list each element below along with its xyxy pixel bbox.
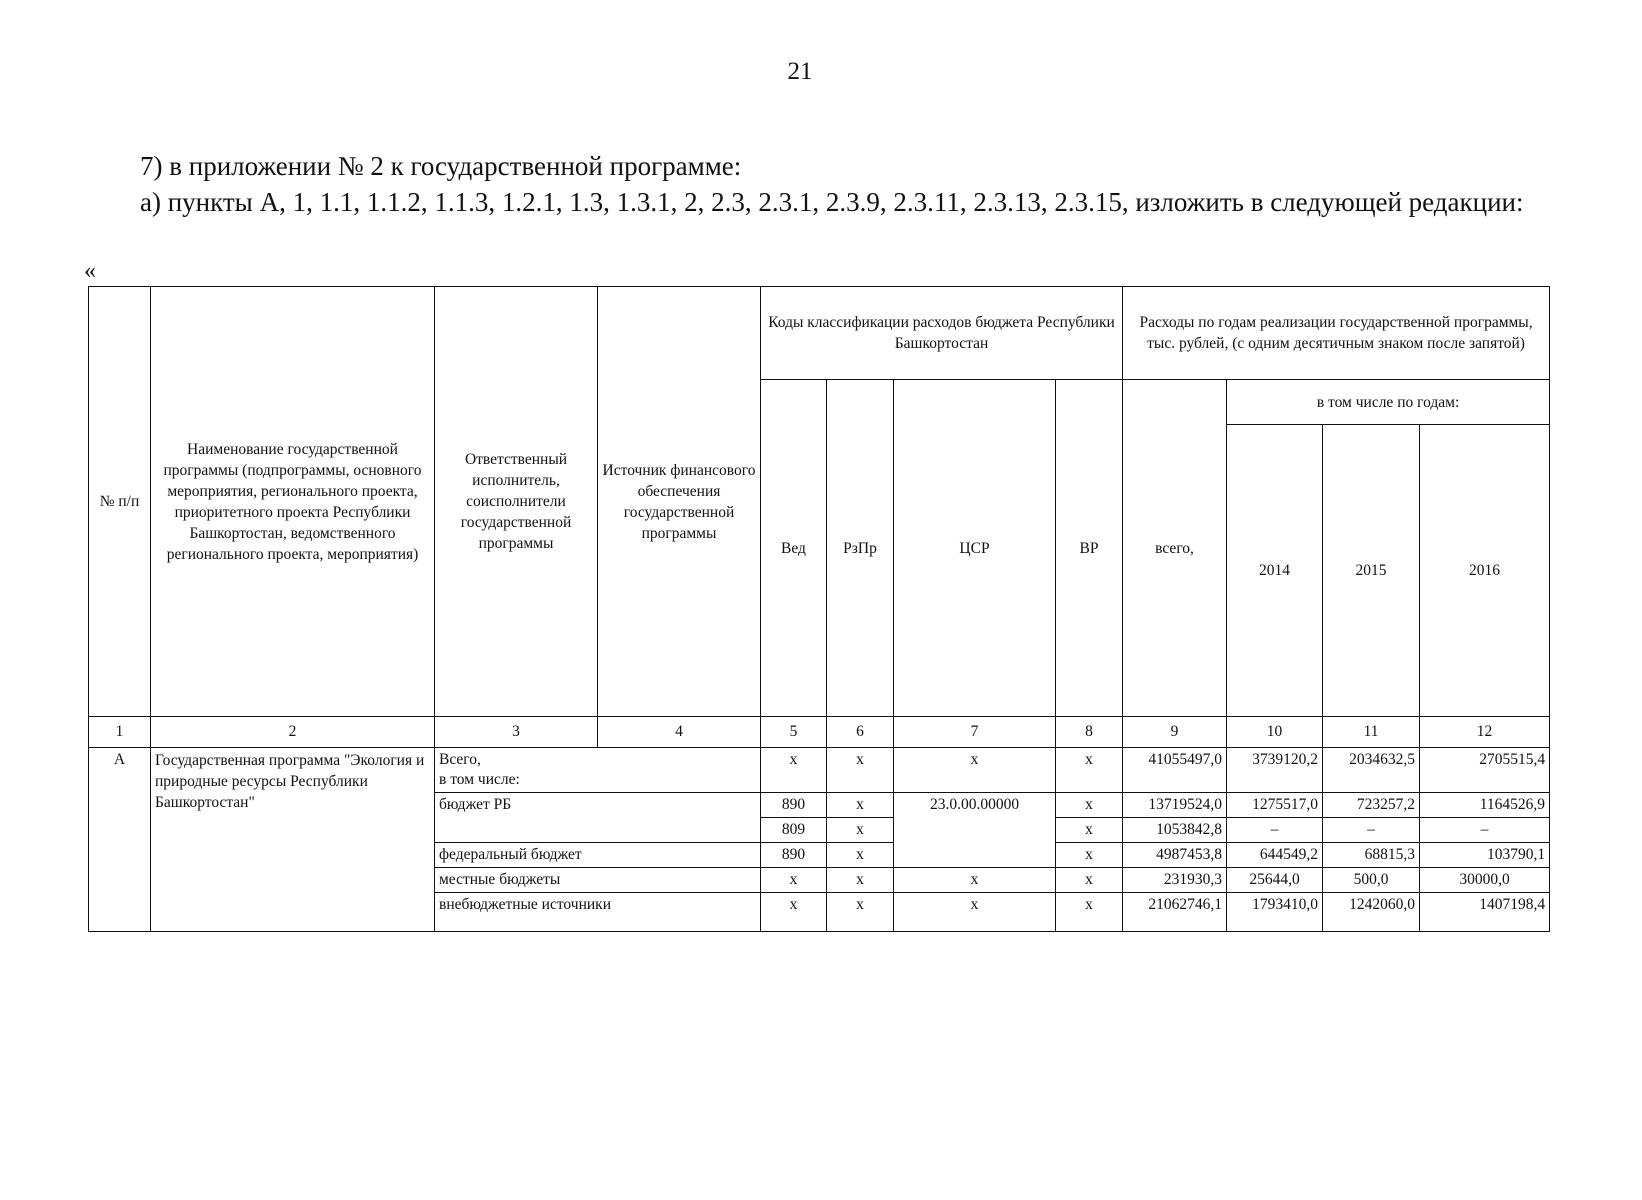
header-year-2016: 2016: [1420, 425, 1550, 717]
cell-2015: 68815,3: [1323, 843, 1420, 868]
cell-total: 13719524,0: [1123, 793, 1227, 818]
cell-2014: 1275517,0: [1227, 793, 1323, 818]
cell-rzpr: х: [827, 748, 894, 793]
header-year-2015: 2015: [1323, 425, 1420, 717]
cell-2016: 30000,0: [1420, 868, 1550, 893]
header-year-2014: 2014: [1227, 425, 1323, 717]
header-vr: ВР: [1056, 380, 1123, 717]
cell-2014: 25644,0: [1227, 868, 1323, 893]
cell-2016: 1407198,4: [1420, 893, 1550, 932]
cell-csr: х: [894, 748, 1056, 793]
cell-2014: 644549,2: [1227, 843, 1323, 868]
column-number-row: [89, 717, 1550, 748]
row-label-federal-budget: федеральный бюджет: [435, 843, 761, 868]
header-by-years: в том числе по годам:: [1227, 380, 1550, 425]
column-number: 12: [1420, 717, 1550, 748]
row-label-empty: [435, 818, 761, 843]
cell-rzpr: х: [827, 893, 894, 932]
budget-table: [88, 286, 1550, 932]
cell-2015: 1242060,0: [1323, 893, 1420, 932]
cell-2015: 723257,2: [1323, 793, 1420, 818]
cell-vr: х: [1056, 748, 1123, 793]
header-csr: ЦСР: [894, 380, 1056, 717]
cell-vr: х: [1056, 818, 1123, 843]
cell-csr-main: 23.0.00.00000: [894, 793, 1056, 868]
column-number: 1: [89, 717, 151, 748]
row-num: А: [89, 748, 151, 932]
row-label-local-budgets: местные бюджеты: [435, 868, 761, 893]
cell-vr: х: [1056, 868, 1123, 893]
column-number: 8: [1056, 717, 1123, 748]
cell-2016: 103790,1: [1420, 843, 1550, 868]
cell-2016: 2705515,4: [1420, 748, 1550, 793]
cell-2014: 3739120,2: [1227, 748, 1323, 793]
cell-ved: 890: [761, 793, 827, 818]
cell-total: 231930,3: [1123, 868, 1227, 893]
header-ved: Вед: [761, 380, 827, 717]
header-num: № п/п: [89, 287, 151, 717]
row-label-total: Всего, в том числе:: [435, 748, 761, 793]
column-number: 7: [894, 717, 1056, 748]
cell-csr: х: [894, 868, 1056, 893]
cell-2016: –: [1420, 818, 1550, 843]
cell-rzpr: х: [827, 793, 894, 818]
cell-total: 1053842,8: [1123, 818, 1227, 843]
cell-ved: 890: [761, 843, 827, 868]
cell-rzpr: х: [827, 818, 894, 843]
column-number: 9: [1123, 717, 1227, 748]
cell-csr: х: [894, 893, 1056, 932]
header-name: Наименование государственной программы (подпрограммы, основного мероприятия, регионального проекта, приоритетного проекта Республики Башкортостан, ведомственного регионального проекта, мероприятия): [151, 287, 435, 717]
cell-total: 4987453,8: [1123, 843, 1227, 868]
header-codes: Коды классификации расходов бюджета Республики Башкортостан: [761, 287, 1123, 380]
cell-ved: 809: [761, 818, 827, 843]
cell-ved: х: [761, 748, 827, 793]
intro-text: [84, 148, 1554, 220]
cell-2014: –: [1227, 818, 1323, 843]
header-rzpr: РзПр: [827, 380, 894, 717]
cell-total: 21062746,1: [1123, 893, 1227, 932]
row-label-extrabudgetary: внебюджетные источники: [435, 893, 761, 932]
cell-ved: х: [761, 868, 827, 893]
cell-2016: 1164526,9: [1420, 793, 1550, 818]
cell-2015: –: [1323, 818, 1420, 843]
cell-rzpr: х: [827, 868, 894, 893]
cell-2015: 2034632,5: [1323, 748, 1420, 793]
column-number: 2: [151, 717, 435, 748]
column-number: 6: [827, 717, 894, 748]
header-executor: Ответственный исполнитель, соисполнители государственной программы: [435, 287, 598, 717]
cell-2015: 500,0: [1323, 868, 1420, 893]
column-number: 10: [1227, 717, 1323, 748]
program-name: Государственная программа "Экология и природные ресурсы Республики Башкортостан": [151, 748, 435, 932]
column-number: 4: [598, 717, 761, 748]
opening-quote: «: [84, 258, 96, 284]
table-row-total: [89, 748, 1550, 793]
cell-vr: х: [1056, 843, 1123, 868]
cell-vr: х: [1056, 793, 1123, 818]
row-label-rb-budget: бюджет РБ: [435, 793, 761, 818]
intro-line-2: а) пункты А, 1, 1.1, 1.1.2, 1.1.3, 1.2.1, 1.3, 1.3.1, 2, 2.3, 2.3.1, 2.3.9, 2.3.11, 2.3.13, 2.3.15, изложить в следующей редакции:: [140, 187, 1524, 217]
header-source: Источник финансового обеспечения государственной программы: [598, 287, 761, 717]
cell-vr: х: [1056, 893, 1123, 932]
page-number: 21: [787, 58, 813, 85]
column-number: 3: [435, 717, 598, 748]
cell-2014: 1793410,0: [1227, 893, 1323, 932]
header-total: всего,: [1123, 380, 1227, 717]
intro-line-1: 7) в приложении № 2 к государственной программе:: [140, 151, 742, 181]
cell-total: 41055497,0: [1123, 748, 1227, 793]
cell-rzpr: х: [827, 843, 894, 868]
cell-ved: х: [761, 893, 827, 932]
column-number: 11: [1323, 717, 1420, 748]
column-number: 5: [761, 717, 827, 748]
header-expenses: Расходы по годам реализации государственной программы, тыс. рублей, (с одним десятичным знаком после запятой): [1123, 287, 1550, 380]
